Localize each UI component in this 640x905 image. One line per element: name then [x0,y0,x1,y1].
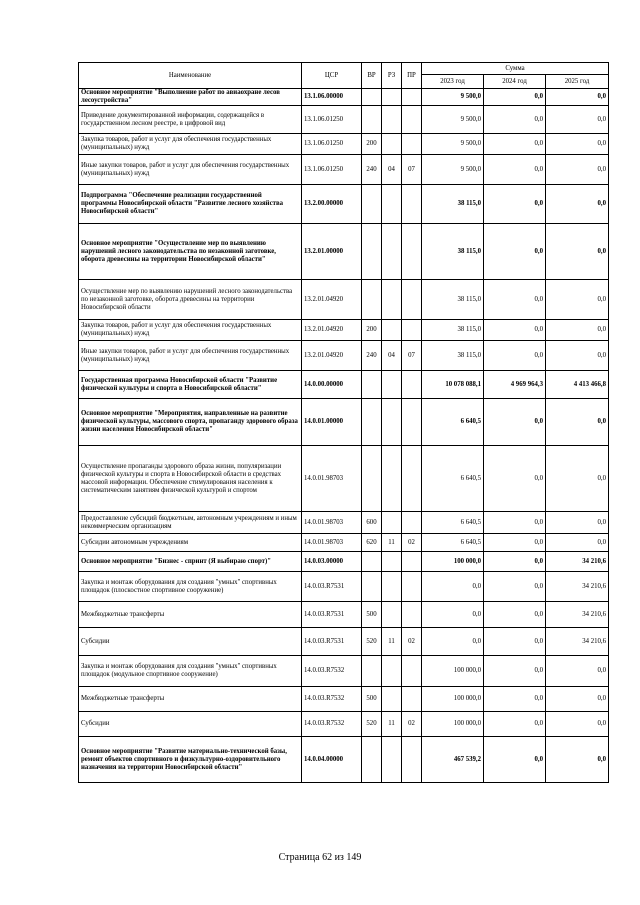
row-pr [402,106,422,134]
row-csr: 14.0.03.R7531 [302,572,362,602]
row-csr: 13.2.01.04920 [302,280,362,320]
row-rz: 04 [382,341,402,371]
row-rz: 11 [382,628,402,656]
row-rz [382,106,402,134]
row-pr [402,572,422,602]
table-row [79,446,609,512]
row-sum-2023: 6 640,5 [422,534,484,552]
row-vr [362,446,382,512]
header-sum: Сумма [422,63,609,75]
row-name: Иные закупки товаров, работ и услуг для обеспечения государственных (муниципальных) нужд [79,155,302,185]
row-sum-2025: 0,0 [546,185,609,224]
row-vr: 500 [362,687,382,712]
row-rz [382,552,402,572]
row-vr [362,656,382,687]
row-sum-2025: 0,0 [546,224,609,280]
row-sum-2025: 4 413 466,8 [546,371,609,399]
row-sum-2025: 0,0 [546,712,609,737]
row-pr [402,552,422,572]
table-row [79,534,609,552]
budget-table [78,62,609,783]
row-vr: 240 [362,341,382,371]
table-row [79,512,609,534]
row-csr: 13.2.01.04920 [302,341,362,371]
table-row [79,572,609,602]
table-row [79,134,609,155]
row-sum-2023: 9 500,0 [422,106,484,134]
row-sum-2023: 6 640,5 [422,399,484,446]
row-vr [362,552,382,572]
row-name: Основное мероприятие "Бизнес - спринт (Я выбираю спорт)" [79,552,302,572]
row-pr: 02 [402,712,422,737]
row-csr: 14.0.01.98703 [302,534,362,552]
row-vr [362,106,382,134]
row-csr: 13.1.06.01250 [302,155,362,185]
row-name: Закупка товаров, работ и услуг для обеспечения государственных (муниципальных) нужд [79,134,302,155]
row-csr: 13.1.06.01250 [302,106,362,134]
row-rz: 04 [382,155,402,185]
row-vr: 520 [362,712,382,737]
table-row [79,89,609,106]
table-row [79,712,609,737]
row-name: Основное мероприятие "Выполнение работ по авиаохране лесов лесоустройства" [79,89,302,106]
row-rz [382,572,402,602]
row-rz [382,737,402,783]
header-csr: ЦСР [302,63,362,89]
row-rz [382,399,402,446]
header-vr: ВР [362,63,382,89]
row-name: Государственная программа Новосибирской области "Развитие физической культуры и спорта в Новосибирской области" [79,371,302,399]
row-csr: 14.0.03.R7531 [302,628,362,656]
row-sum-2024: 0,0 [484,512,546,534]
row-sum-2024: 0,0 [484,320,546,341]
row-pr [402,371,422,399]
row-sum-2023: 38 115,0 [422,341,484,371]
row-sum-2023: 38 115,0 [422,320,484,341]
row-rz [382,371,402,399]
row-sum-2024: 0,0 [484,224,546,280]
table-row [79,185,609,224]
row-sum-2023: 9 500,0 [422,89,484,106]
row-name: Подпрограмма "Обеспечение реализации государственной программы Новосибирской области "Развитие лесного хозяйства Новосибирской области" [79,185,302,224]
row-sum-2024: 0,0 [484,399,546,446]
row-vr [362,399,382,446]
row-name: Иные закупки товаров, работ и услуг для обеспечения государственных (муниципальных) нужд [79,341,302,371]
row-name: Закупка и монтаж оборудования для создания "умных" спортивных площадок (плоскостное спортивное сооружение) [79,572,302,602]
row-vr [362,224,382,280]
row-pr [402,89,422,106]
row-csr: 14.0.00.00000 [302,371,362,399]
row-sum-2024: 0,0 [484,134,546,155]
row-name: Основное мероприятие "Мероприятия, направленные на развитие физической культуры, массового спорта, пропаганду здорового образа жизни населения Новосибирской области" [79,399,302,446]
row-name: Субсидии [79,628,302,656]
row-pr [402,687,422,712]
row-vr [362,737,382,783]
row-vr [362,89,382,106]
row-sum-2025: 0,0 [546,656,609,687]
row-sum-2025: 0,0 [546,737,609,783]
row-pr: 07 [402,341,422,371]
page-number: Страница 62 из 149 [278,852,362,863]
row-sum-2024: 0,0 [484,572,546,602]
row-name: Приведение документированной информации, содержащейся в государственном лесном реестре, в цифровой вид [79,106,302,134]
table-row [79,106,609,134]
row-sum-2025: 34 210,6 [546,552,609,572]
row-pr [402,399,422,446]
row-pr [402,134,422,155]
row-name: Основное мероприятие "Развитие материально-технической базы, ремонт объектов спортивного и физкультурно-оздоровительного назначения на территории Новосибирской области" [79,737,302,783]
row-sum-2025: 0,0 [546,89,609,106]
row-sum-2025: 34 210,6 [546,602,609,628]
row-sum-2025: 0,0 [546,446,609,512]
row-sum-2023: 6 640,5 [422,446,484,512]
header-rz: РЗ [382,63,402,89]
row-rz: 11 [382,534,402,552]
row-rz [382,185,402,224]
row-name: Субсидии автономным учреждениям [79,534,302,552]
row-csr: 14.0.03.R7532 [302,656,362,687]
row-vr: 200 [362,134,382,155]
row-csr: 13.1.06.00000 [302,89,362,106]
row-sum-2023: 100 000,0 [422,552,484,572]
row-sum-2023: 100 000,0 [422,656,484,687]
row-vr [362,371,382,399]
table-row [79,656,609,687]
row-sum-2024: 0,0 [484,155,546,185]
row-sum-2023: 9 500,0 [422,155,484,185]
table-row [79,552,609,572]
header-year-2023: 2023 год [422,75,484,89]
row-name: Межбюджетные трансферты [79,687,302,712]
row-sum-2024: 0,0 [484,446,546,512]
header-year-2024: 2024 год [484,75,546,89]
row-csr: 13.2.00.00000 [302,185,362,224]
row-csr: 14.0.01.98703 [302,446,362,512]
table-row [79,224,609,280]
row-csr: 14.0.01.98703 [302,512,362,534]
row-vr: 240 [362,155,382,185]
row-csr: 14.0.04.00000 [302,737,362,783]
row-vr: 500 [362,602,382,628]
row-pr [402,602,422,628]
table-row [79,280,609,320]
row-name: Закупка и монтаж оборудования для создания "умных" спортивных площадок (модульное спортивное сооружение) [79,656,302,687]
row-name: Закупка товаров, работ и услуг для обеспечения государственных (муниципальных) нужд [79,320,302,341]
row-csr: 14.0.03.R7532 [302,712,362,737]
row-name: Основное мероприятие "Осуществление мер по выявлению нарушений лесного законодательства по незаконной заготовке, оборота древесины на территории Новосибирской области" [79,224,302,280]
table-row [79,341,609,371]
row-sum-2025: 0,0 [546,341,609,371]
row-sum-2023: 0,0 [422,572,484,602]
row-sum-2023: 9 500,0 [422,134,484,155]
header-year-2025: 2025 год [546,75,609,89]
row-csr: 14.0.03.R7531 [302,602,362,628]
row-sum-2025: 0,0 [546,320,609,341]
row-rz [382,320,402,341]
row-sum-2025: 0,0 [546,280,609,320]
row-pr: 02 [402,534,422,552]
row-sum-2023: 38 115,0 [422,280,484,320]
row-sum-2025: 34 210,6 [546,572,609,602]
row-sum-2023: 38 115,0 [422,224,484,280]
row-sum-2024: 0,0 [484,628,546,656]
row-pr: 07 [402,155,422,185]
row-rz [382,280,402,320]
row-sum-2025: 0,0 [546,534,609,552]
row-pr [402,185,422,224]
row-rz [382,687,402,712]
row-vr [362,572,382,602]
table-row [79,628,609,656]
row-sum-2023: 10 078 088,1 [422,371,484,399]
table-row [79,737,609,783]
row-name: Осуществление мер по выявлению нарушений лесного законодательства по незаконной заготовке, оборота древесины на территории Новосибирской области [79,280,302,320]
row-vr: 520 [362,628,382,656]
row-csr: 14.0.01.00000 [302,399,362,446]
row-sum-2024: 0,0 [484,185,546,224]
table-row [79,155,609,185]
row-sum-2023: 467 539,2 [422,737,484,783]
row-rz [382,224,402,280]
row-pr [402,280,422,320]
row-sum-2024: 0,0 [484,737,546,783]
row-sum-2023: 38 115,0 [422,185,484,224]
row-vr [362,280,382,320]
table-row [79,399,609,446]
row-pr: 02 [402,628,422,656]
table-body [79,89,609,783]
table-row [79,602,609,628]
row-pr [402,512,422,534]
row-pr [402,737,422,783]
row-sum-2025: 0,0 [546,106,609,134]
row-sum-2023: 100 000,0 [422,687,484,712]
row-csr: 13.2.01.04920 [302,320,362,341]
row-sum-2025: 34 210,6 [546,628,609,656]
row-sum-2024: 0,0 [484,280,546,320]
row-name: Межбюджетные трансферты [79,602,302,628]
row-name: Предоставление субсидий бюджетным, автономным учреждениям и иным некоммерческим организациям [79,512,302,534]
row-sum-2024: 0,0 [484,687,546,712]
table-row [79,320,609,341]
row-vr: 600 [362,512,382,534]
row-sum-2025: 0,0 [546,155,609,185]
row-rz: 11 [382,712,402,737]
row-csr: 13.1.06.01250 [302,134,362,155]
row-sum-2024: 0,0 [484,712,546,737]
row-pr [402,656,422,687]
row-vr: 620 [362,534,382,552]
row-rz [382,446,402,512]
row-csr: 14.0.03.00000 [302,552,362,572]
row-rz [382,89,402,106]
header-name: Наименование [79,63,302,89]
table-row [79,687,609,712]
row-sum-2024: 0,0 [484,656,546,687]
row-rz [382,134,402,155]
row-rz [382,602,402,628]
row-sum-2024: 0,0 [484,89,546,106]
table-row [79,371,609,399]
row-name: Субсидии [79,712,302,737]
row-vr [362,185,382,224]
row-vr: 200 [362,320,382,341]
row-pr [402,446,422,512]
row-sum-2024: 0,0 [484,534,546,552]
row-sum-2023: 0,0 [422,628,484,656]
row-sum-2025: 0,0 [546,512,609,534]
row-sum-2023: 100 000,0 [422,712,484,737]
header-pr: ПР [402,63,422,89]
row-name: Осуществление пропаганды здорового образа жизни, популяризации физической культуры и спорта в Новосибирской области в средствах массовой информации. Обеспечение стимулирования населения к систематическим занятиям физической культурой и спортом [79,446,302,512]
row-sum-2023: 0,0 [422,602,484,628]
row-sum-2025: 0,0 [546,687,609,712]
row-csr: 14.0.03.R7532 [302,687,362,712]
row-pr [402,224,422,280]
row-sum-2025: 0,0 [546,399,609,446]
row-sum-2024: 0,0 [484,552,546,572]
row-sum-2025: 0,0 [546,134,609,155]
row-sum-2024: 0,0 [484,602,546,628]
row-rz [382,512,402,534]
row-sum-2024: 4 969 964,3 [484,371,546,399]
row-sum-2024: 0,0 [484,106,546,134]
row-sum-2023: 6 640,5 [422,512,484,534]
row-rz [382,656,402,687]
row-csr: 13.2.01.00000 [302,224,362,280]
row-sum-2024: 0,0 [484,341,546,371]
row-pr [402,320,422,341]
